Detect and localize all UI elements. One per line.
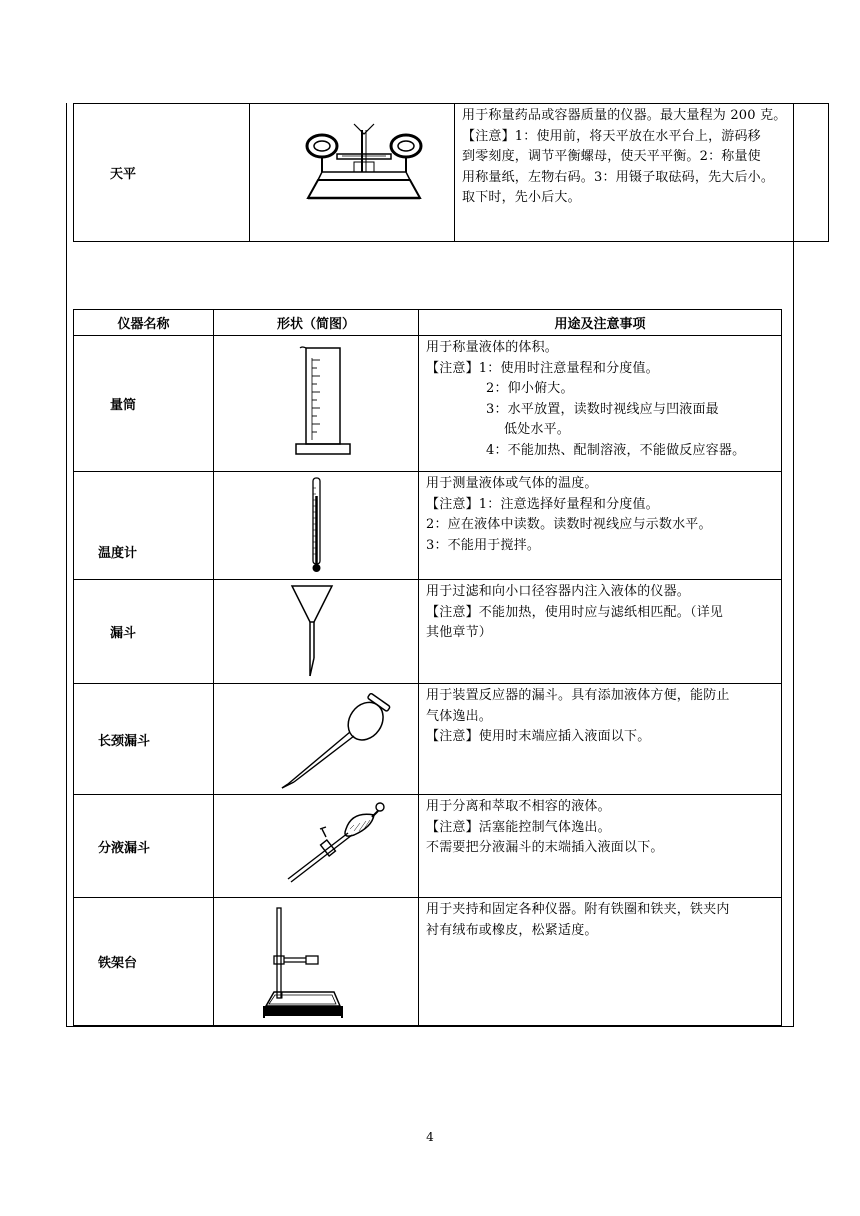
description-line: 用于过滤和向小口径容器内注入液体的仪器。 [426, 584, 691, 599]
header-name: 仪器名称 [74, 310, 214, 336]
description-line: 3：不能用于搅拌。 [426, 537, 541, 553]
separatory-funnel-icon [282, 799, 392, 889]
instrument-name: 铁架台 [74, 898, 214, 1026]
header-shape: 形状（简图） [214, 310, 419, 336]
table-row [74, 898, 782, 1026]
instrument-name: 量筒 [74, 336, 214, 472]
description-line: 【注意】使用时末端应插入液面以下。 [426, 729, 651, 744]
instrument-name: 温度计 [74, 472, 214, 580]
instrument-picture [214, 472, 419, 580]
description-line: 到零刻度，调节平衡螺母，使天平平衡。2：称量使 [462, 149, 761, 164]
instrument-description [419, 684, 782, 795]
description-line: 【注意】1：注意选择好量程和分度值。 [426, 496, 659, 512]
instrument-name: 分液漏斗 [74, 795, 214, 898]
description-line: 用于装置反应器的漏斗。具有添加液体方便，能防止 [426, 688, 730, 703]
description-line: 【注意】活塞能控制气体逸出。 [426, 819, 611, 835]
instrument-description [455, 104, 829, 242]
instrument-description [419, 898, 782, 1026]
iron-stand-icon [262, 904, 352, 1022]
header-usage: 用途及注意事项 [419, 310, 782, 336]
instrument-picture [250, 104, 455, 242]
description-line: 用于夹持和固定各种仪器。附有铁圈和铁夹，铁夹内 [426, 902, 730, 917]
description-line: 【注意】不能加热，使用时应与滤纸相匹配。（详见 [426, 604, 724, 620]
header-row [74, 310, 782, 336]
description-line: 2：仰小俯大。 [486, 381, 574, 396]
description-line: 低处水平。 [504, 422, 571, 437]
instrument-description [419, 795, 782, 898]
balance-icon [304, 122, 424, 207]
instrument-picture [214, 580, 419, 684]
description-line: 【注意】1：使用时注意量程和分度值。 [426, 360, 659, 376]
page-number: 4 [426, 1130, 434, 1144]
description-line: 不需要把分液漏斗的末端插入液面以下。 [426, 840, 664, 855]
balance-table [73, 103, 829, 242]
description-line: 【注意】1：使用前，将天平放在水平台上，游码移 [462, 128, 761, 144]
table-row [74, 684, 782, 795]
table-row [74, 580, 782, 684]
long-neck-funnel-icon [274, 690, 394, 790]
description-line: 4：不能加热、配制溶液，不能做反应容器。 [486, 442, 746, 458]
instrument-name: 天平 [74, 104, 250, 242]
instrument-description [419, 580, 782, 684]
instrument-name: 漏斗 [74, 580, 214, 684]
description-line: 衬有绒布或橡皮，松紧适度。 [426, 922, 598, 938]
funnel-icon [290, 584, 334, 680]
instrument-table [73, 309, 782, 1026]
instrument-description [419, 472, 782, 580]
description-line: 用于分离和萃取不相容的液体。 [426, 799, 611, 814]
table-row [74, 795, 782, 898]
description-line: 3：水平放置，读数时视线应与凹液面最 [486, 401, 719, 417]
description-line: 用于测量液体或气体的温度。 [426, 476, 598, 491]
description-line: 用于称量液体的体积。 [426, 340, 559, 355]
instrument-picture [214, 898, 419, 1026]
description-line: 用于称量药品或容器质量的仪器。最大量程为 200 克。 [462, 108, 787, 123]
instrument-name: 长颈漏斗 [74, 684, 214, 795]
instrument-description [419, 336, 782, 472]
table-row [74, 472, 782, 580]
description-line: 用称量纸，左物右码。3：用镊子取砝码，先大后小。 [462, 169, 775, 185]
graduated-cylinder-icon [294, 344, 354, 459]
description-line: 气体逸出。 [426, 708, 493, 724]
thermometer-icon [307, 476, 327, 576]
description-line: 2：应在液体中读数。读数时视线应与示数水平。 [426, 517, 712, 532]
description-line: 取下时，先小后大。 [462, 190, 581, 205]
description-line: 其他章节） [426, 625, 493, 640]
instrument-picture [214, 684, 419, 795]
instrument-picture [214, 795, 419, 898]
table-row [74, 336, 782, 472]
instrument-picture [214, 336, 419, 472]
